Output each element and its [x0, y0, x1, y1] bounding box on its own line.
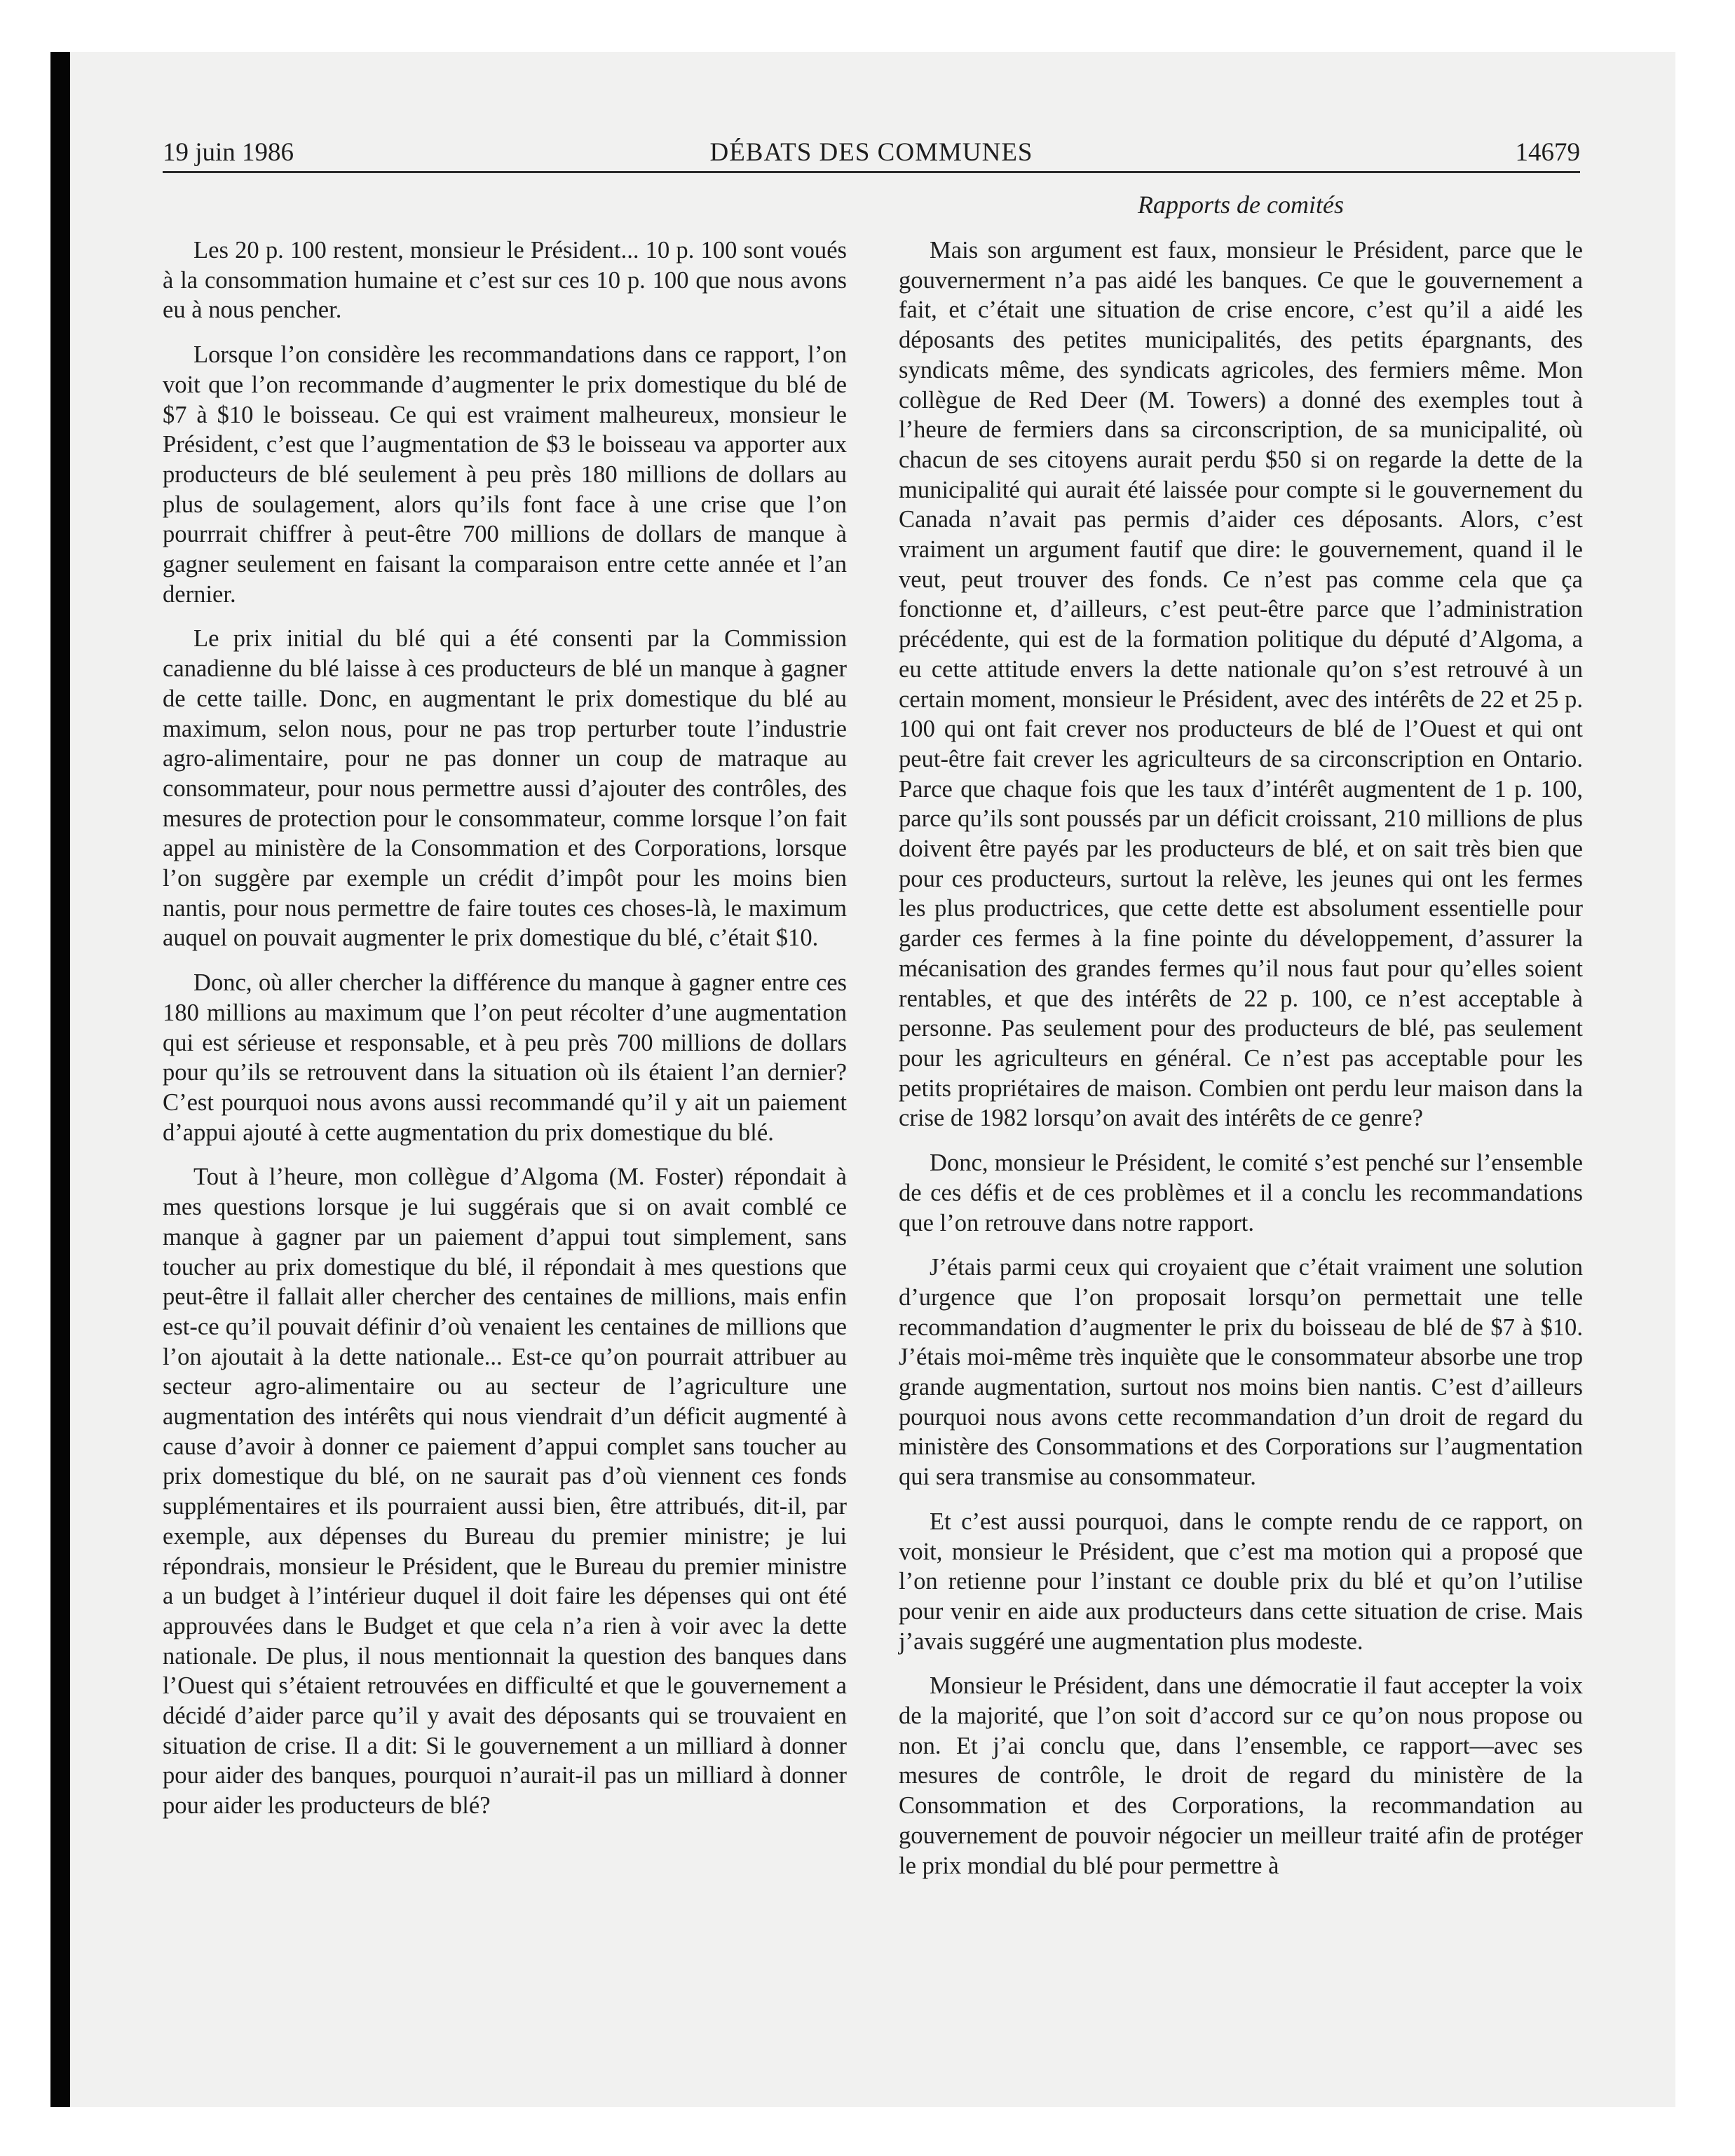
right-column: [899, 236, 1583, 1895]
paragraph: Et c’est aussi pourquoi, dans le compte rendu de ce rapport, on voit, monsieur le Président, que c’est ma motion qui a proposé que l’on retienne pour l’instant ce double prix du blé et qu’on l’utilise pour venir en aide aux producteurs dans cette situation de crise. Mais j’avais suggéré une augmentation plus modeste.: [899, 1508, 1583, 1655]
paragraph: Lorsque l’on considère les recommandations dans ce rapport, l’on voit que l’on recommande d’augmenter le prix domestique du blé de $7 à $10 le boisseau. Ce qui est vraiment malheureux, monsieur le Président, c’est que l’augmentation de $3 le boisseau va apporter aux producteurs de blé seulement à peu près 180 millions de dollars au plus de soulagement, alors qu’ils font face à une crise que l’on pourrrait chiffrer à peut-être 700 millions de dollars de manque à gagner seulement en faisant la comparaison entre cette année et l’an dernier.: [163, 341, 847, 608]
header-page-number: 14679: [1515, 138, 1580, 167]
paragraph: Les 20 p. 100 restent, monsieur le Président... 10 p. 100 sont voués à la consommation humaine et c’est sur ces 10 p. 100 que nous avons eu à nous pencher.: [163, 237, 847, 324]
header-title: DÉBATS DES COMMUNES: [709, 138, 1033, 167]
paragraph: Donc, où aller chercher la différence du manque à gagner entre ces 180 millions au maximum que l’on peut récolter d’une augmentation qui est sérieuse et responsable, et à peu près 700 millions de dollars pour qu’ils se retrouvent dans la situation où ils étaient l’an dernier? C’est pourquoi nous avons aussi recommandé qu’il y ait un paiement d’appui ajouté à cette augmentation du prix domestique du blé.: [163, 969, 847, 1146]
header-date: 19 juin 1986: [163, 138, 294, 167]
running-head: [163, 137, 1580, 173]
paragraph: Mais son argument est faux, monsieur le Président, parce que le gouvernerment n’a pas aidé les banques. Ce que le gouvernement a fait, et c’était une situation de crise encore, c’est qu’il a aidé les déposants des petites municipalités, des petits épargnants, des syndicats même, des syndicats agricoles, des fermiers même. Mon collègue de Red Deer (M. Towers) a donné des exemples tout à l’heure de fermiers dans sa circonscription, de sa municipalité, où chacun de ses citoyens aurait perdu $50 si on regarde la dette de la municipalité qui aurait été laissée pour compte si le gouvernement du Canada n’avait pas permis d’aider ces déposants. Alors, c’est vraiment un argument fautif que dire: le gouvernement, quand il le veut, peut trouver des fonds. Ce n’est pas comme cela que ça fonctionne et, d’ailleurs, c’est peut-être parce que l’administration précédente, qui est de la formation politique du député d’Algoma, a eu cette attitude envers la dette nationale qu’on s’est retrouvé à un certain moment, monsieur le Président, avec des intérêts de 22 et 25 p. 100 qui ont fait crever nos producteurs de blé de l’Ouest et qui ont peut-être fait crever les agriculteurs de sa circonscription en Ontario. Parce que chaque fois que les taux d’intérêt augmentent de 1 p. 100, parce qu’ils sont poussés par un déficit croissant, 210 millions de plus doivent être payés par les producteurs de blé, et on sait très bien que pour ces producteurs, surtout la relève, les jeunes qui ont les fermes les plus productrices, que cette dette est absolument essentielle pour garder ces fermes à la fine pointe du développement, d’assurer la mécanisation des grandes fermes qu’il nous faut pour qu’elles soient rentables, et que des intérêts de 22 p. 100, ce n’est acceptable à personne. Pas seulement pour des producteurs de blé, pas seulement pour les agriculteurs en général. Ce n’est pas acceptable pour les petits propriétaires de maison. Combien ont perdu leur maison dans la crise de 1982 lorsqu’on avait des intérêts de ce genre?: [899, 237, 1583, 1132]
left-column: [163, 236, 847, 1836]
paragraph: J’étais parmi ceux qui croyaient que c’était vraiment une solution d’urgence que l’on proposait lorsqu’on permettait une telle recommandation d’augmenter le prix du boisseau de blé de $7 à $10. J’étais moi-même très inquiète que le consommateur absorbe une trop grande augmentation, surtout nos moins bien nantis. C’est d’ailleurs pourquoi nous avons cette recommandation d’un droit de regard du ministère des Consommations et des Corporations sur l’augmentation qui sera transmise au consommateur.: [899, 1254, 1583, 1491]
paragraph: Monsieur le Président, dans une démocratie il faut accepter la voix de la majorité, que l’on soit d’accord sur ce qu’on nous propose ou non. Et j’ai conclu que, dans l’ensemble, ce rapport—avec ses mesures de contrôle, le droit de regard du ministère de la Consommation et des Corporations, la recommandation au gouvernement de pouvoir négocier un meilleur traité afin de protéger le prix mondial du blé pour permettre à: [899, 1672, 1583, 1879]
binding-edge: [50, 52, 70, 2107]
section-heading: Rapports de comités: [1138, 191, 1344, 219]
paragraph: Donc, monsieur le Président, le comité s’est penché sur l’ensemble de ces défis et de ces problèmes et il a conclu les recommandations que l’on retrouve dans notre rapport.: [899, 1149, 1583, 1236]
paragraph: Tout à l’heure, mon collègue d’Algoma (M. Foster) répondait à mes questions lorsque je lui suggérais que si on avait comblé ce manque à gagner par un paiement d’appui tout simplement, sans toucher au prix domestique du blé, il répondait à mes questions que peut-être il fallait aller chercher des centaines de millions, mais enfin est-ce qu’il pouvait définir d’où venaient les centaines de millions que l’on ajoutait à la dette nationale... Est-ce qu’on pourrait attribuer au secteur agro-alimentaire ou au secteur de l’agriculture une augmentation des intérêts qui nous viendrait d’un déficit augmenté à cause d’avoir à donner ce paiement d’appui complet sans toucher au prix domestique du blé, on ne saurait pas d’où viennent ces fonds supplémentaires et ils pourraient aussi bien, être attribués, dit-il, par exemple, aux dépenses du Bureau du premier ministre; je lui répondrais, monsieur le Président, que le Bureau du premier ministre a un budget à l’intérieur duquel il doit faire les dépenses qui ont été approuvées dans le Budget et que cela n’a rien à voir avec la dette nationale. De plus, il nous mentionnait la question des banques dans l’Ouest qui s’étaient retrouvées en difficulté et que le gouvernement a décidé d’aider parce qu’il y avait des déposants qui se trouvaient en situation de crise. Il a dit: Si le gouvernement a un milliard à donner pour aider des banques, pourquoi n’aurait-il pas un milliard à donner pour aider les producteurs de blé?: [163, 1164, 847, 1820]
paragraph: Le prix initial du blé qui a été consenti par la Commission canadienne du blé laisse à ces producteurs de blé un manque à gagner de cette taille. Donc, en augmentant le prix domestique du blé au maximum, selon nous, pour ne pas trop perturber toute l’industrie agro-alimentaire, pour ne pas donner un coup de matraque au consommateur, pour nous permettre aussi d’ajouter des contrôles, des mesures de protection pour le consommateur, comme lorsque l’on fait appel au ministère de la Consommation et des Corporations, lorsque l’on suggère par exemple un crédit d’impôt pour les moins bien nantis, pour nous permettre de faire toutes ces choses-là, le maximum auquel on pouvait augmenter le prix domestique du blé, c’était $10.: [163, 625, 847, 952]
